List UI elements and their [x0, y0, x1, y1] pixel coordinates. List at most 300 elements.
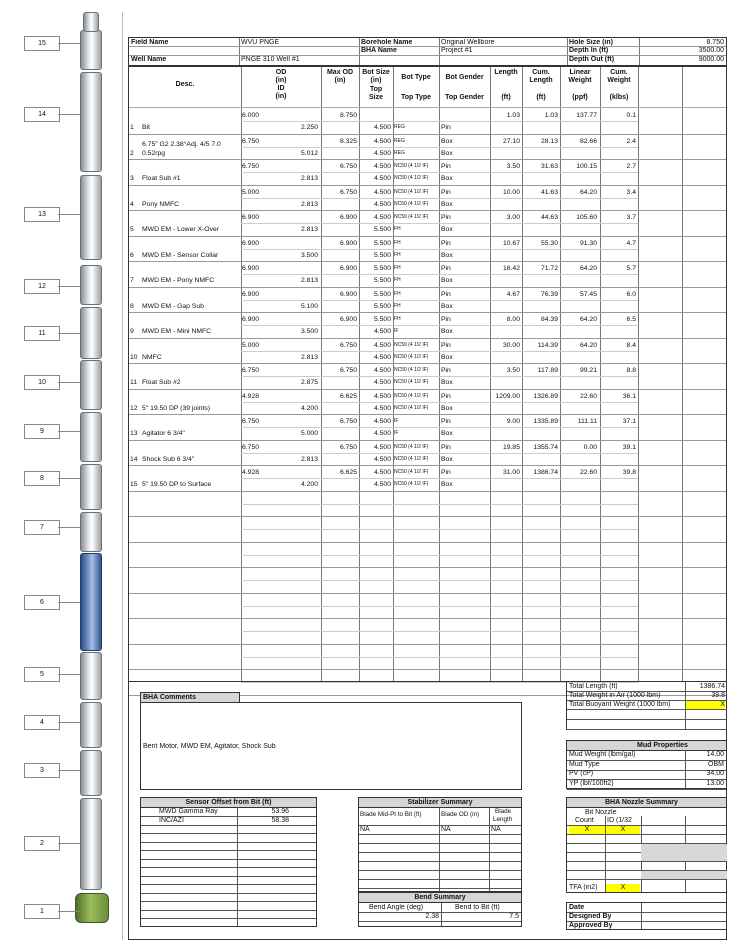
cell-od: 6.900 — [242, 214, 260, 221]
cell-top-type: IF — [394, 430, 399, 436]
col-linear-weight-unit: (ppf) — [572, 94, 588, 101]
col-cum-length: Cum. — [532, 69, 550, 76]
cell-row-number: 11 — [130, 379, 138, 386]
totals-block — [566, 682, 727, 730]
nozzle-summary — [566, 797, 727, 893]
cell-max-od: 8.325 — [339, 137, 357, 145]
col-length: Length — [494, 69, 518, 76]
leader-line — [58, 286, 80, 287]
total-length-value: 1386.74 — [699, 683, 725, 690]
cell-bot-gender: Pin — [441, 188, 451, 196]
cell-bot-type: FH — [394, 290, 401, 297]
cell-top-size: 4.500 — [373, 353, 391, 361]
sensor-row-label: MWD Gamma Ray — [159, 808, 218, 815]
col-bot-size: Bot Size — [362, 69, 390, 76]
cell-desc: Bit — [142, 124, 150, 131]
cell-linear-weight: 82.66 — [579, 137, 597, 145]
col-top-type: Top Type — [400, 94, 432, 101]
pipe-segment-icon — [80, 702, 102, 748]
col-top-size-2: Size — [368, 94, 383, 101]
leader-line — [58, 674, 80, 675]
bha-number-label: 6 — [24, 595, 60, 610]
cell-cum-weight: 39.1 — [622, 443, 636, 451]
cell-id: 2.813 — [300, 175, 318, 182]
cell-desc: Agitator 6 3/4" — [142, 430, 185, 437]
cell-id: 2.813 — [300, 353, 318, 361]
cell-linear-weight: 64.20 — [579, 188, 597, 196]
cell-row-number: 15 — [130, 481, 138, 488]
leader-line — [58, 333, 80, 334]
cell-max-od: 6.625 — [339, 469, 357, 476]
borehole-label: Borehole Name — [361, 39, 413, 46]
sensor-title: Sensor Offset from Bit (ft) — [141, 798, 316, 808]
cell-cum-length: 1.03 — [544, 112, 558, 119]
cell-desc: Shock Sub 6 3/4" — [142, 455, 195, 463]
stab-col3a: Blade — [495, 808, 512, 815]
bha-diagram — [20, 12, 123, 940]
cell-bot-gender: Pin — [441, 418, 451, 425]
cell-bot-type: NC50 (4 1/2 IF) — [394, 188, 429, 195]
cell-top-gender: Box — [441, 277, 453, 284]
col-desc: Desc. — [175, 81, 195, 88]
col-max-od: Max OD — [326, 69, 354, 76]
cell-cum-weight: 36.1 — [622, 392, 636, 400]
bha-number-label: 13 — [24, 207, 60, 222]
cell-top-size: 4.500 — [373, 430, 391, 437]
hole-size-value: 8.750 — [706, 39, 724, 46]
sensor-row-label: INC/AZI — [159, 816, 184, 824]
cell-length: 10.67 — [502, 239, 520, 247]
col-top-gender: Top Gender — [445, 94, 484, 101]
cell-row-number: 2 — [130, 149, 134, 157]
leader-line — [58, 382, 80, 383]
cell-linear-weight: 57.45 — [579, 290, 597, 298]
cell-top-gender: Box — [441, 149, 453, 157]
pipe-segment-icon — [80, 512, 102, 552]
cell-cum-weight: 37.1 — [622, 418, 636, 425]
col-id-unit: (in) — [275, 93, 287, 100]
mud-row-label: PV (cP) — [569, 770, 594, 777]
pipe-neck-icon — [83, 12, 99, 32]
cell-bot-type: NC50 (4 1/2 IF) — [394, 341, 429, 348]
cell-top-gender: Pin — [441, 124, 451, 131]
pipe-segment-icon — [80, 72, 102, 172]
cell-cum-weight: 39.8 — [622, 469, 636, 476]
stabilizer-summary — [358, 797, 522, 892]
cell-top-type: IF — [394, 328, 399, 334]
cell-od: 6.750 — [242, 137, 260, 145]
cell-id: 3.500 — [300, 251, 318, 259]
cell-bot-gender: Pin — [441, 316, 451, 323]
signoff-block — [566, 902, 727, 930]
cell-bot-type: REG — [394, 137, 405, 144]
cell-desc: Float Sub #2 — [142, 379, 181, 386]
col-bot-size-unit: (in) — [370, 77, 382, 84]
nozzle-title: BHA Nozzle Summary — [567, 798, 726, 808]
cell-top-type: NC50 (4 1/2 IF) — [394, 404, 429, 411]
cell-bot-size: 4.500 — [373, 443, 391, 451]
leader-line — [58, 843, 80, 844]
cell-desc: Float Sub #1 — [142, 175, 181, 182]
cell-cum-length: 1355.74 — [533, 443, 558, 451]
cell-id: 5.000 — [300, 430, 318, 437]
comments-title-box — [140, 692, 240, 702]
cell-desc: MWD EM - Gap Sub — [142, 302, 204, 310]
nozzle-count-value: X — [569, 826, 605, 834]
pipe-segment-icon — [80, 553, 102, 651]
cell-row-number: 4 — [130, 200, 134, 208]
bit-icon — [75, 893, 109, 923]
cell-top-gender: Box — [441, 481, 453, 488]
col-cum-weight: Cum. — [610, 69, 628, 76]
cell-row-number: 7 — [130, 277, 134, 284]
bha-number-label: 4 — [24, 715, 60, 730]
cell-top-size: 5.500 — [373, 251, 391, 259]
cell-top-type: NC50 (4 1/2 IF) — [394, 353, 429, 360]
cell-linear-weight: 99.21 — [579, 367, 597, 374]
date-label: Date — [569, 904, 585, 911]
col-bot-gender: Bot Gender — [445, 74, 484, 81]
bha-name-value: Project #1 — [441, 47, 473, 54]
leader-line — [58, 722, 80, 723]
cell-bot-gender: Pin — [441, 392, 451, 400]
cell-bot-gender: Box — [441, 137, 453, 145]
cell-top-gender: Box — [441, 226, 453, 233]
field-name-value: WVU PNGE — [241, 39, 280, 46]
cell-row-number: 3 — [130, 175, 134, 182]
cell-id: 2.813 — [300, 277, 318, 284]
bha-number-label: 2 — [24, 836, 60, 851]
bha-number-label: 9 — [24, 424, 60, 439]
cell-length: 19.85 — [502, 443, 520, 451]
cell-length: 16.42 — [502, 265, 520, 272]
pipe-segment-icon — [80, 412, 102, 462]
cell-length: 1209.00 — [495, 392, 520, 400]
comments-title: BHA Comments — [141, 693, 239, 702]
cell-row-number: 13 — [130, 430, 138, 437]
mud-row-value: 34.00 — [706, 770, 724, 777]
cell-linear-weight: 64.20 — [579, 341, 597, 349]
bha-number-label: 14 — [24, 107, 60, 122]
cell-row-number: 8 — [130, 302, 134, 310]
bend-angle: 2.38 — [425, 913, 439, 920]
cell-bot-gender: Pin — [441, 443, 451, 451]
cell-od: 6.750 — [242, 163, 260, 170]
mud-title: Mud Properties — [567, 741, 726, 751]
cell-od: 6.900 — [242, 316, 260, 323]
cell-length: 30.00 — [502, 341, 520, 349]
cell-bot-gender: Pin — [441, 239, 451, 247]
cell-bot-gender: Pin — [441, 341, 451, 349]
stab-val3: NA — [491, 826, 501, 833]
cell-top-type: NC50 (4 1/2 IF) — [394, 175, 429, 181]
col-id: ID — [277, 85, 285, 92]
cell-bot-size: 4.500 — [373, 163, 391, 170]
mud-row-value: 13.00 — [706, 779, 724, 787]
cell-bot-size: 5.500 — [373, 290, 391, 298]
depth-in-label: Depth In (ft) — [569, 47, 609, 54]
cell-top-type: REG — [394, 124, 405, 130]
cell-max-od: 6.750 — [339, 367, 357, 374]
cell-max-od: 8.750 — [339, 112, 357, 119]
mud-row-label: YP (lbf/100ft2) — [569, 779, 614, 787]
mud-row-value: OBM — [708, 760, 724, 768]
cell-length: 3.50 — [506, 163, 520, 170]
cell-top-gender: Box — [441, 379, 453, 386]
cell-od: 5.000 — [242, 188, 260, 196]
bha-number-label: 1 — [24, 904, 60, 919]
cell-bot-gender: Pin — [441, 163, 451, 170]
cell-cum-weight: 2.7 — [626, 163, 636, 170]
cell-cum-weight: 8.4 — [626, 341, 636, 349]
cell-bot-type: FH — [394, 239, 401, 246]
weight-air-label: Total Weight in Air (1000 lbm) — [569, 692, 661, 699]
cell-row-number: 12 — [130, 404, 138, 412]
cell-od: 4.928 — [242, 469, 260, 476]
leader-line — [58, 478, 80, 479]
cell-bot-type: IF — [394, 418, 399, 424]
cell-top-size: 4.500 — [373, 200, 391, 208]
cell-od: 6.900 — [242, 239, 260, 247]
col-od: OD — [275, 69, 287, 76]
cell-length: 31.00 — [502, 469, 520, 476]
bend-title: Bend Summary — [359, 893, 521, 903]
cell-bot-type: NC50 (4 1/2 IF) — [394, 367, 429, 373]
pipe-segment-icon — [80, 750, 102, 796]
cell-row-number: 5 — [130, 226, 134, 233]
cell-id: 2.250 — [300, 124, 318, 131]
pipe-segment-icon — [80, 798, 102, 890]
sensor-offset — [140, 797, 317, 927]
col-length-unit: (ft) — [501, 94, 511, 101]
cell-row-number: 14 — [130, 455, 138, 463]
cell-bot-size: 4.500 — [373, 188, 391, 196]
cell-cum-weight: 8.8 — [626, 367, 636, 374]
cell-max-od: 6.900 — [339, 290, 357, 298]
cell-bot-type: NC50 (4 1/2 IF) — [394, 214, 429, 220]
stab-col1: Blade Mid-Pt to Bit (ft) — [360, 811, 422, 818]
cell-row-number: 10 — [130, 353, 138, 361]
weight-air-value: 39.8 — [711, 692, 725, 699]
cell-top-size: 4.500 — [373, 175, 391, 182]
col-top-size: Top — [369, 86, 383, 93]
cell-max-od: 6.750 — [339, 188, 357, 196]
bha-number-label: 10 — [24, 375, 60, 390]
cell-top-gender: Box — [441, 430, 453, 437]
cell-max-od: 6.900 — [339, 265, 357, 272]
weight-buoyant-value: X — [685, 701, 725, 709]
leader-line — [58, 114, 80, 115]
cell-linear-weight: 22.60 — [579, 469, 597, 476]
pipe-segment-icon — [80, 30, 102, 70]
cell-desc-2: 0.52rpg — [142, 149, 166, 157]
cell-id: 4.200 — [300, 481, 318, 488]
cell-desc: 5" 19.50 DP to Surface — [142, 481, 212, 488]
col-linear-weight-2: Weight — [568, 77, 592, 84]
cell-max-od: 6.750 — [339, 443, 357, 451]
cell-od: 5.000 — [242, 341, 260, 349]
pipe-segment-icon — [80, 175, 102, 260]
cell-bot-gender: Pin — [441, 214, 451, 221]
tfa-value: X — [606, 884, 640, 892]
leader-line — [58, 214, 80, 215]
cell-od: 6.750 — [242, 367, 260, 374]
cell-od: 6.900 — [242, 290, 260, 298]
cell-length: 3.00 — [506, 214, 520, 221]
cell-max-od: 6.750 — [339, 418, 357, 425]
stab-val1: NA — [360, 826, 370, 833]
pipe-segment-icon — [80, 360, 102, 410]
cell-id: 5.012 — [300, 149, 318, 157]
depth-out-label: Depth Out (ft) — [569, 56, 615, 63]
cell-cum-weight: 3.4 — [626, 188, 636, 196]
bha-number-label: 5 — [24, 667, 60, 682]
bha-number-label: 11 — [24, 326, 60, 341]
col-od-unit: (in) — [275, 77, 287, 84]
cell-top-gender: Box — [441, 302, 453, 310]
col-cum-length-2: Length — [529, 77, 553, 84]
bha-number-label: 7 — [24, 520, 60, 535]
mud-properties — [566, 740, 727, 789]
cell-top-size: 5.500 — [373, 226, 391, 233]
cell-linear-weight: 111.11 — [577, 418, 597, 425]
cell-desc: MWD EM - Mini NMFC — [142, 328, 212, 335]
bend-col1: Bend Angle (deg) — [369, 904, 424, 911]
cell-desc: MWD EM - Pony NMFC — [142, 277, 215, 284]
cell-cum-weight: 0.1 — [626, 112, 636, 119]
cell-top-gender: Box — [441, 175, 453, 182]
cell-top-size: 5.500 — [373, 277, 391, 284]
cell-top-type: NC50 (4 1/2 IF) — [394, 379, 429, 385]
bha-name-label: BHA Name — [361, 47, 397, 54]
cell-top-size: 4.500 — [373, 455, 391, 463]
cell-top-size: 4.500 — [373, 481, 391, 488]
cell-id: 2.813 — [300, 200, 318, 208]
nozzle-id-value: X — [606, 826, 640, 834]
cell-max-od: 6.750 — [339, 163, 357, 170]
cell-desc: Pony NMFC — [142, 200, 180, 208]
cell-desc: MWD EM - Lower X-Over — [142, 226, 220, 233]
cell-desc: NMFC — [142, 353, 162, 361]
cell-cum-length: 71.72 — [540, 265, 558, 272]
cell-id: 2.813 — [300, 226, 318, 233]
cell-cum-length: 55.30 — [540, 239, 558, 247]
leader-line — [58, 43, 80, 44]
sensor-row-value: 58.38 — [271, 816, 289, 824]
cell-top-type: FH — [394, 251, 401, 258]
cell-top-gender: Box — [441, 200, 453, 208]
cell-id: 2.875 — [300, 379, 318, 386]
cell-bot-gender: Pin — [441, 367, 451, 374]
cell-od: 4.928 — [242, 392, 260, 400]
cell-bot-size: 5.500 — [373, 316, 391, 323]
tfa-label: TFA (in2) — [569, 884, 598, 891]
cell-top-gender: Box — [441, 328, 453, 335]
cell-top-gender: Box — [441, 251, 453, 259]
cell-od: 6.000 — [242, 112, 260, 119]
cell-id: 5.100 — [300, 302, 318, 310]
bha-number-label: 12 — [24, 279, 60, 294]
cell-top-type: NC50 (4 1/2 IF) — [394, 481, 429, 487]
cell-cum-weight: 5.7 — [626, 265, 636, 272]
bha-number-label: 8 — [24, 471, 60, 486]
well-name-label: Well Name — [131, 56, 167, 63]
cell-bot-size: 4.500 — [373, 469, 391, 476]
col-bot-type: Bot Type — [401, 74, 431, 81]
cell-cum-weight: 6.0 — [626, 290, 636, 298]
cell-cum-length: 1386.74 — [533, 469, 558, 476]
cell-bot-size: 4.500 — [373, 392, 391, 400]
cell-top-size: 4.500 — [373, 149, 391, 157]
stabilizer-title: Stabilizer Summary — [359, 798, 521, 808]
bend-summary — [358, 892, 522, 927]
cell-cum-length: 31.63 — [540, 163, 558, 170]
cell-bot-type: NC50 (4 1/2 IF) — [394, 443, 429, 450]
cell-max-od: 6.625 — [339, 392, 357, 400]
cell-linear-weight: 105.60 — [576, 214, 597, 221]
cell-top-type: FH — [394, 226, 401, 232]
depth-out-value: 9000.00 — [698, 56, 724, 63]
cell-max-od: 6.900 — [339, 214, 357, 221]
cell-desc: 6.75" G2 2.38°Adj. 4/5 7.0 — [142, 140, 221, 148]
cell-bot-size: 5.500 — [373, 265, 391, 272]
cell-bot-gender: Pin — [441, 469, 451, 476]
cell-row-number: 6 — [130, 251, 134, 259]
cell-linear-weight: 100.15 — [576, 163, 597, 170]
cell-bot-type: NC50 (4 1/2 IF) — [394, 163, 429, 169]
cell-id: 2.813 — [300, 455, 318, 463]
nozzle-sub: Bit Nozzle — [585, 809, 617, 816]
cell-length: 3.50 — [506, 367, 520, 374]
sensor-row-value: 53.96 — [271, 808, 289, 815]
stab-col2: Blade OD (in) — [441, 811, 480, 818]
cell-linear-weight: 64.20 — [579, 265, 597, 272]
cell-bot-size: 4.500 — [373, 137, 391, 145]
cell-length: 10.00 — [502, 188, 520, 196]
cell-bot-gender: Pin — [441, 265, 451, 272]
cell-linear-weight: 0.00 — [583, 443, 597, 451]
designed-label: Designed By — [569, 913, 612, 920]
nozzle-count-label: Count — [575, 817, 594, 824]
bend-col2: Bend to Bit (ft) — [455, 904, 500, 911]
cell-cum-weight: 2.4 — [626, 137, 636, 145]
cell-max-od: 6.900 — [339, 239, 357, 247]
cell-bot-size: 4.500 — [373, 418, 391, 425]
cell-max-od: 6.900 — [339, 316, 357, 323]
comments-text: Bent Motor, MWD EM, Agitator, Shock Sub — [143, 743, 276, 750]
cell-cum-length: 44.63 — [540, 214, 558, 221]
cell-id: 4.200 — [300, 404, 318, 412]
col-cum-weight-2: Weight — [607, 77, 631, 84]
pipe-segment-icon — [80, 464, 102, 510]
cell-bot-type: FH — [394, 265, 401, 271]
well-name-value: PNGE 310 Well #1 — [241, 56, 300, 63]
component-table — [128, 66, 727, 682]
comments-box — [140, 702, 522, 790]
cell-length: 27.10 — [502, 137, 520, 145]
total-length-label: Total Length (ft) — [569, 683, 618, 690]
cell-cum-length: 84.39 — [540, 316, 558, 323]
cell-row-number: 9 — [130, 328, 134, 335]
cell-cum-length: 41.63 — [540, 188, 558, 196]
mud-row-value: 14.00 — [706, 751, 724, 758]
cell-top-type: NC50 (4 1/2 IF) — [394, 455, 429, 462]
cell-bot-type: FH — [394, 316, 401, 322]
cell-top-size: 4.500 — [373, 404, 391, 412]
hole-size-label: Hole Size (in) — [569, 39, 613, 46]
cell-bot-size: 4.500 — [373, 214, 391, 221]
cell-top-size: 4.500 — [373, 124, 391, 131]
